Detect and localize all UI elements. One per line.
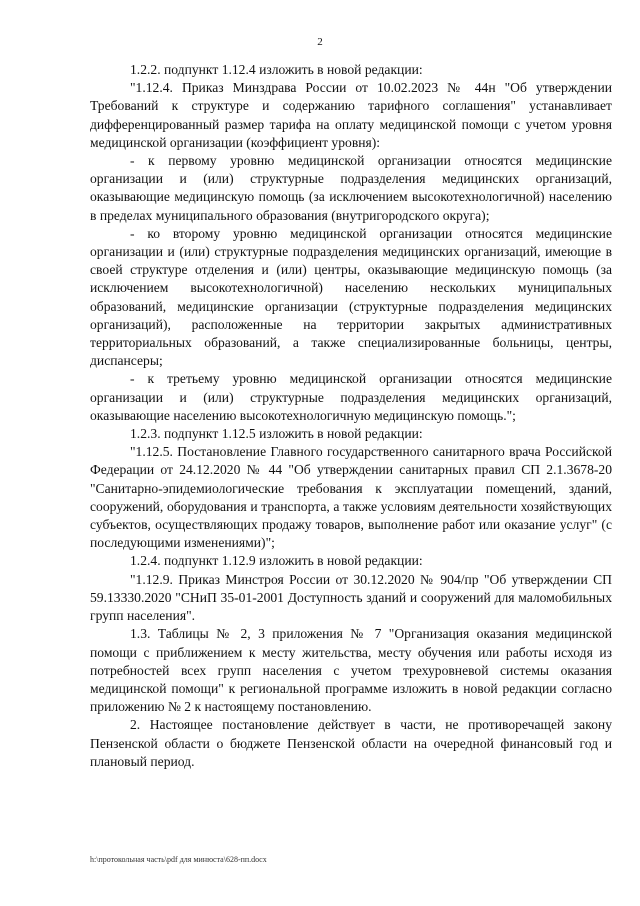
paragraph-1-3: 1.3. Таблицы № 2, 3 приложения № 7 "Организация оказания медицинской помощи с приближением к месту жительства, месту обучения или работы исходя из потребностей всех групп населения с учетом трехуровневой системы оказания медицинской помощи" к региональной программе изложить в новой редакции согласно приложению № 2 к настоящему постановлению. — [90, 626, 612, 715]
paragraph-second-level: - ко второму уровню медицинской организации относятся медицинские организации и (или) структурные подразделения медицинских организаций, имеющие в своей структуре отделения и (или) центры, оказывающие медицинскую помощь (за исключением высокотехнологичной) населению нескольких муниципальных образований, медицинские организации (структурные подразделения медицинских организаций), расположенные на территории закрытых административных территориальных образований, а также специализированные больницы, центры, диспансеры; — [90, 225, 612, 369]
paragraph-1-12-4: "1.12.4. Приказ Минздрава России от 10.02.2023 № 44н "Об утверждении Требований к структуре и содержанию тарифного соглашения" устанавливает дифференцированный размер тарифа на оплату медицинской помощи с учетом уровня медицинской организации (коэффициент уровня): — [90, 80, 612, 150]
paragraph-1-12-5: "1.12.5. Постановление Главного государственного санитарного врача Российской Федерации от 24.12.2020 № 44 "Об утверждении санитарных правил СП 2.1.3678-20 "Санитарно-эпидемиологические требования к эксплуатации помещений, зданий, сооружений, оборудования и транспорта, а также условиям деятельности хозяйствующих субъектов, осуществляющих продажу товаров, выполнение работ или оказание услуг" (с последующими изменениями)"; — [90, 444, 612, 551]
paragraph-first-level: - к первому уровню медицинской организации относятся медицинские организации и (или) структурные подразделения медицинских организаций, оказывающие медицинскую помощь (за исключением высокотехнологичной) населению в пределах муниципального образования (внутригородского округа); — [90, 153, 612, 223]
paragraph-third-level: - к третьему уровню медицинской организации относятся медицинские организации и (или) структурные подразделения медицинских организаций, оказывающие населению высокотехнологичную медицинскую помощь."; — [90, 371, 612, 423]
page-number: 2 — [317, 36, 323, 48]
paragraph-2: 2. Настоящее постановление действует в части, не противоречащей закону Пензенской области о бюджете Пензенской области на очередной финансовый год и плановый период. — [90, 717, 612, 769]
paragraph-1-2-4: 1.2.4. подпункт 1.12.9 изложить в новой редакции: — [130, 553, 423, 569]
paragraph-1-2-3: 1.2.3. подпункт 1.12.5 изложить в новой редакции: — [130, 426, 423, 442]
paragraph-1-12-9: "1.12.9. Приказ Минстроя России от 30.12.2020 № 904/пр "Об утверждении СП 59.13330.2020 "СНиП 35-01-2001 Доступность зданий и сооружений для маломобильных групп населения". — [90, 571, 612, 624]
paragraph-1-2-2: 1.2.2. подпункт 1.12.4 изложить в новой редакции: — [130, 62, 423, 77]
document-body — [90, 61, 612, 771]
footer-file-path: h:\протокольная часть\pdf для минюста\628-пп.docx — [90, 855, 267, 864]
